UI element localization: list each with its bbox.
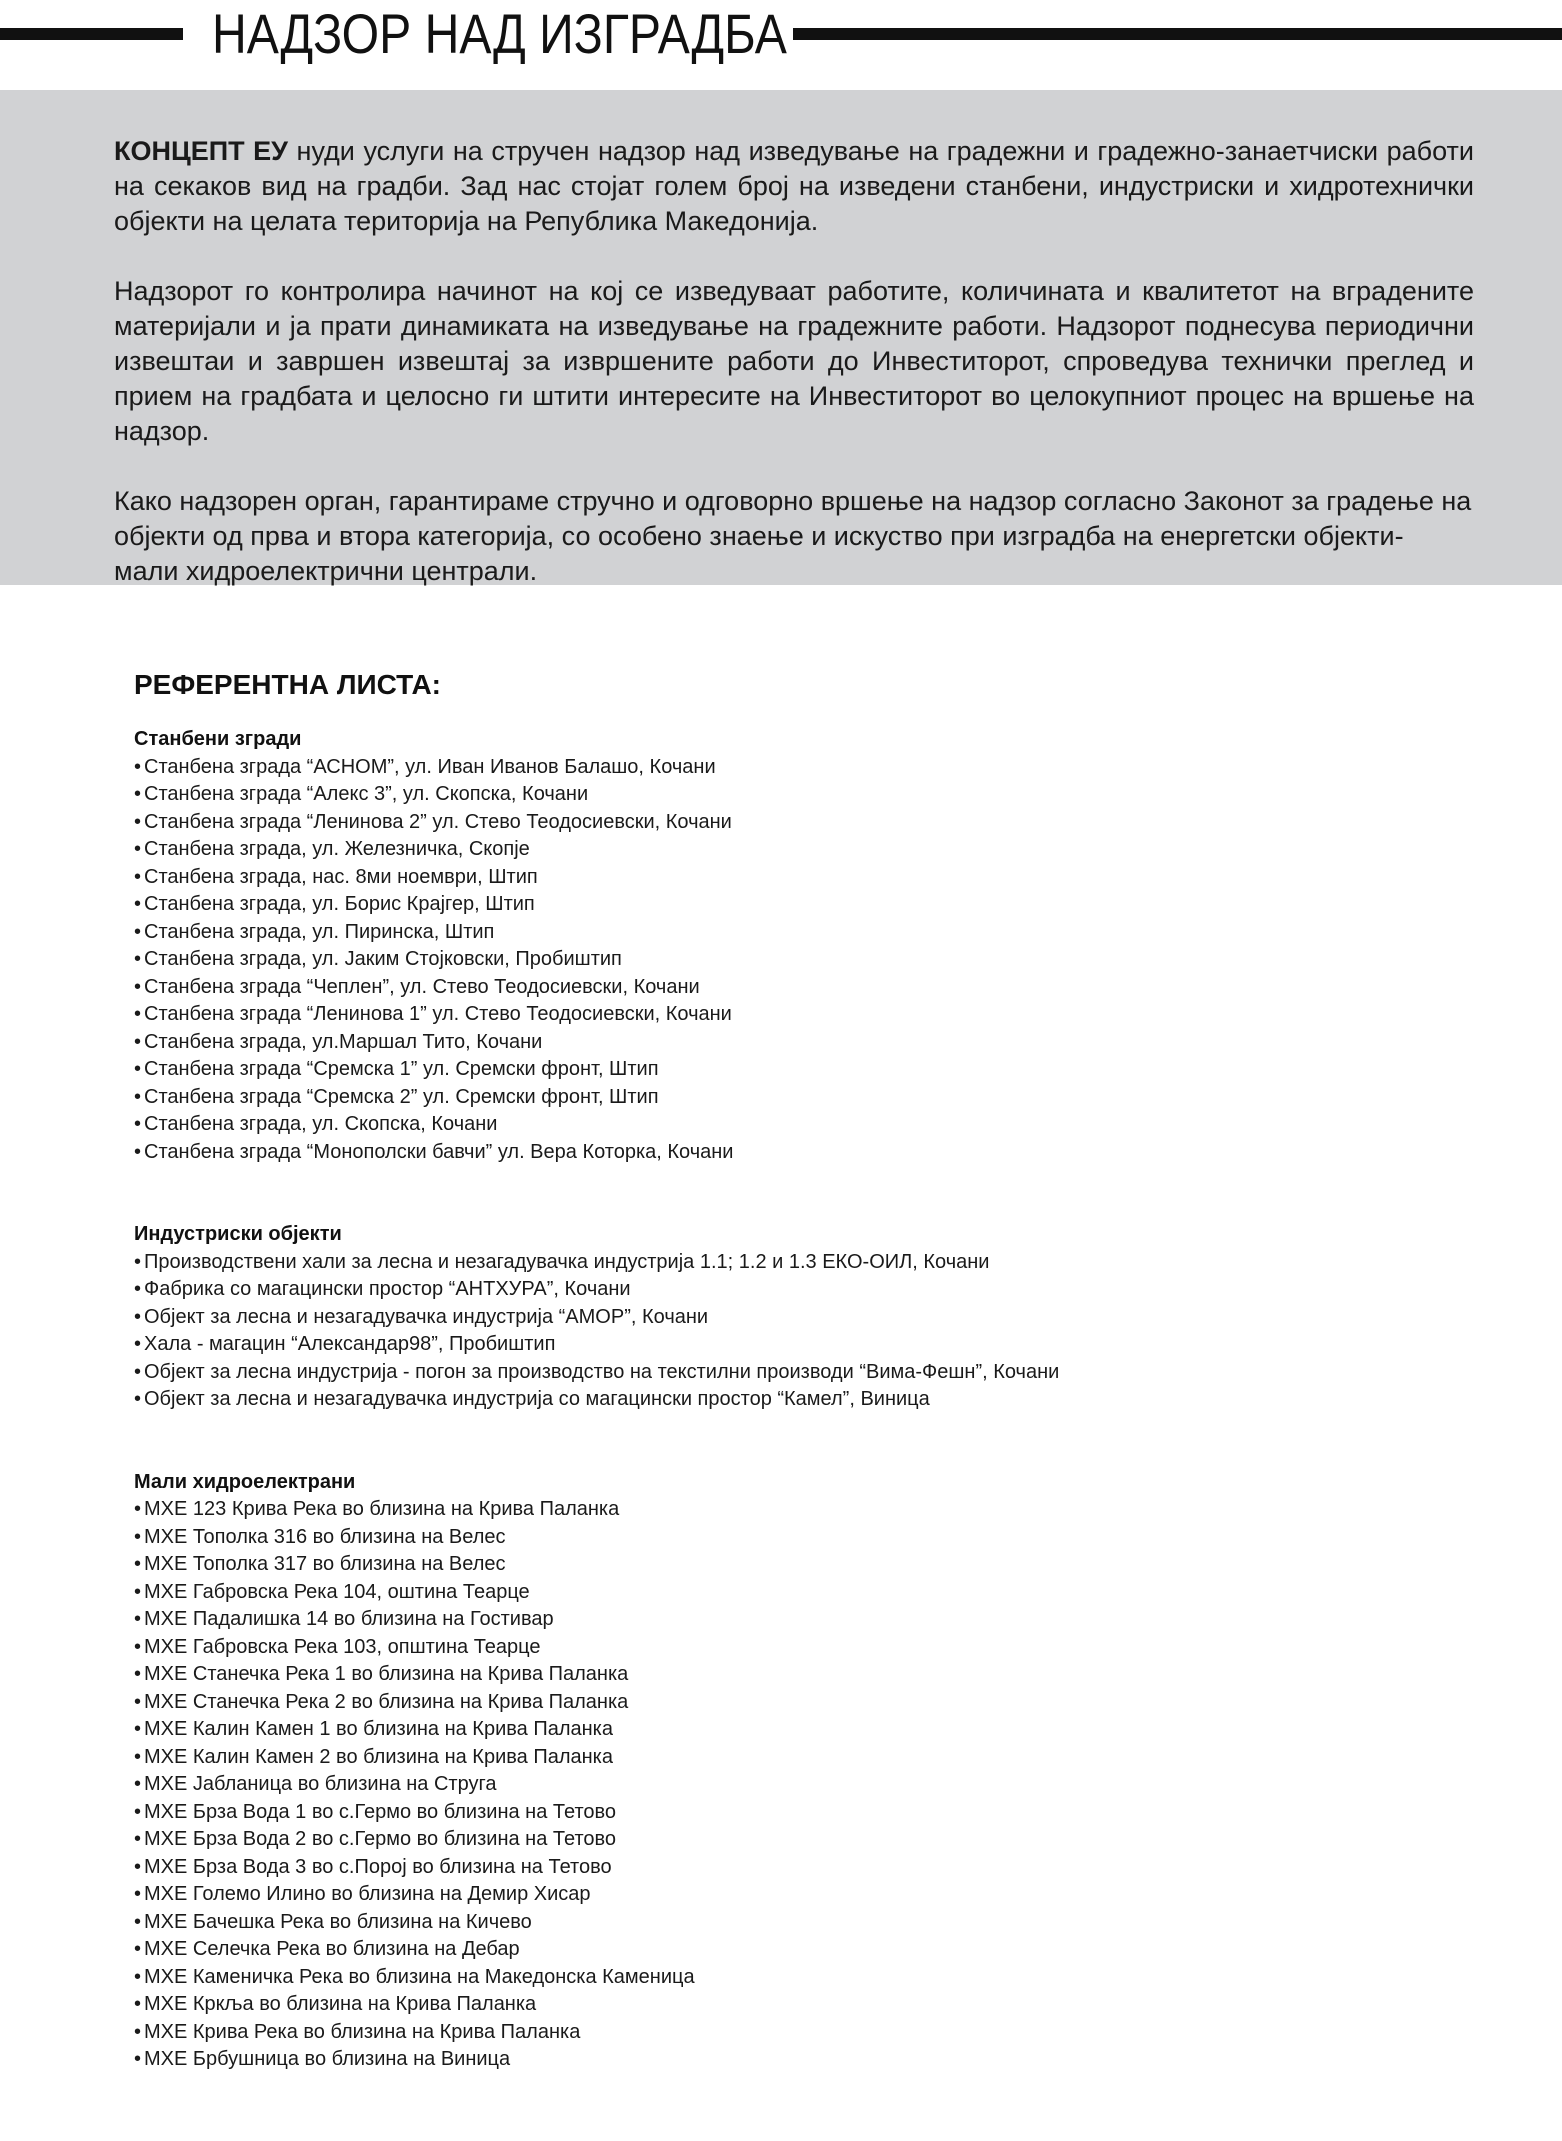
list-item: • МХЕ Тополка 316 во близина на Велес	[134, 1524, 1434, 1552]
category-item-list	[134, 1249, 1434, 1414]
list-item: • Станбена зграда, ул. Железничка, Скопје	[134, 836, 1434, 864]
intro-paragraph-3: Како надзорен орган, гарантираме стручно и одговорно вршење на надзор согласно Законот за градење на објекти од прва и втора категорија, со особено знаење и искуство при изградба на енергетски објекти- мали хидроелектрични централи.	[114, 486, 1472, 586]
list-item: • МХЕ Големо Илино во близина на Демир Хисар	[134, 1881, 1434, 1909]
list-item: • Објект за лесна индустрија - погон за производство на текстилни производи “Вима-Фешн”, Кочани	[134, 1359, 1434, 1387]
reference-category	[134, 1221, 1434, 1414]
reference-category	[134, 1469, 1434, 2074]
list-item: • МХЕ Габровска Река 104, оштина Теарце	[134, 1579, 1434, 1607]
list-item: • МХЕ Падалишка 14 во близина на Гостивар	[134, 1606, 1434, 1634]
list-item: • Станбена зграда “Сремска 1” ул. Сремски фронт, Штип	[134, 1056, 1434, 1084]
list-item: • Фабрика со магацински простор “АНТХУРА”, Кочани	[134, 1276, 1434, 1304]
list-item: • МХЕ Селечка Река во близина на Дебар	[134, 1936, 1434, 1964]
list-item: • МХЕ Брза Вода 2 во с.Гермо во близина на Тетово	[134, 1826, 1434, 1854]
category-title: Индустриски објекти	[134, 1223, 342, 1245]
page-title: НАДЗОР НАД ИЗГРАДБА	[212, 2, 787, 65]
list-item: • МХЕ Станечка Река 2 во близина на Крива Паланка	[134, 1689, 1434, 1717]
list-item: • Станбена зграда “Ленинова 2” ул. Стево Теодосиевски, Кочани	[134, 809, 1434, 837]
list-item: • Хала - магацин “Александар98”, Пробиштип	[134, 1331, 1434, 1359]
list-item: • МХЕ Брза Вода 3 во с.Порој во близина на Тетово	[134, 1854, 1434, 1882]
list-item: • Станбена зграда, ул.Маршал Тито, Кочани	[134, 1029, 1434, 1057]
list-item: • МХЕ Габровска Река 103, општина Теарце	[134, 1634, 1434, 1662]
page-header	[0, 0, 1562, 70]
list-item: • Објект за лесна и незагадувачка индустрија “АМОР”, Кочани	[134, 1304, 1434, 1332]
category-item-list	[134, 754, 1434, 1167]
intro-paragraph-1	[114, 134, 1474, 239]
list-item: • Станбена зграда “Монополски бавчи” ул. Вера Которка, Кочани	[134, 1139, 1434, 1167]
intro-panel	[0, 90, 1562, 585]
list-item: • Објект за лесна и незагадувачка индустрија со магацински простор “Камел”, Виница	[134, 1386, 1434, 1414]
list-item: • МХЕ Калин Камен 2 во близина на Крива Паланка	[134, 1744, 1434, 1772]
reference-list	[134, 668, 1434, 2074]
reference-category	[134, 726, 1434, 1166]
list-item: • Станбена зграда, нас. 8ми ноември, Штип	[134, 864, 1434, 892]
list-item: • МХЕ 123 Крива Река во близина на Крива Паланка	[134, 1496, 1434, 1524]
list-item: • Производствени хали за лесна и незагадувачка индустрија 1.1; 1.2 и 1.3 ЕКО-ОИЛ, Кочани	[134, 1249, 1434, 1277]
category-title: Мали хидроелектрани	[134, 1470, 356, 1493]
company-name: КОНЦЕПТ ЕУ	[114, 136, 288, 166]
reference-list-title: РЕФЕРЕНТНА ЛИСТА:	[134, 669, 442, 700]
list-item: • Станбена зграда, ул. Борис Крајгер, Штип	[134, 891, 1434, 919]
list-item: • Станбена зграда, ул. Јаким Стојковски, Пробиштип	[134, 946, 1434, 974]
list-item: • Станбена зграда “Сремска 2” ул. Сремски фронт, Штип	[134, 1084, 1434, 1112]
list-item: • Станбена зграда “Алекс 3”, ул. Скопска, Кочани	[134, 781, 1434, 809]
intro-paragraph-2: Надзорот го контролира начинот на кој се изведуваат работите, количината и квалитетот на вградените материјали и ја прати динамиката на изведување на градежните работи. Надзорот поднесува периодични извештаи и завршен извештај за извршените работи до Инвеститорот, спроведува технички преглед и прием на градбата и целосно ги штити интересите на Инвеститорот во целокупниот процес на вршење на надзор.	[114, 276, 1474, 446]
intro-paragraph-1-text: нуди услуги на стручен надзор над изведување на градежни и градежно-занаетчиски работи на секаков вид на градби. Зад нас стојат голем број на изведени станбени, индустриски и хидротехнички објекти на целата територија на Република Македонија.	[114, 136, 1474, 236]
category-title: Станбени згради	[134, 728, 302, 750]
list-item: • МХЕ Кркља во близина на Крива Паланка	[134, 1991, 1434, 2019]
list-item: • МХЕ Брбушница во близина на Виница	[134, 2046, 1434, 2074]
list-item: • МХЕ Брза Вода 1 во с.Гермо во близина на Тетово	[134, 1799, 1434, 1827]
reference-categories	[134, 726, 1434, 2074]
list-item: • МХЕ Бачешка Река во близина на Кичево	[134, 1909, 1434, 1937]
intro-text	[114, 134, 1474, 624]
list-item: • Станбена зграда, ул. Пиринска, Штип	[134, 919, 1434, 947]
list-item: • МХЕ Станечка Река 1 во близина на Крива Паланка	[134, 1661, 1434, 1689]
list-item: • МХЕ Јабланица во близина на Струга	[134, 1771, 1434, 1799]
header-rule-left	[0, 28, 183, 40]
list-item: • МХЕ Крива Река во близина на Крива Паланка	[134, 2019, 1434, 2047]
list-item: • МХЕ Каменичка Река во близина на Македонска Каменица	[134, 1964, 1434, 1992]
list-item: • Станбена зграда “АСНОМ”, ул. Иван Иванов Балашо, Кочани	[134, 754, 1434, 782]
list-item: • Станбена зграда “Чеплен”, ул. Стево Теодосиевски, Кочани	[134, 974, 1434, 1002]
category-item-list	[134, 1496, 1434, 2074]
header-rule-right	[793, 28, 1562, 40]
list-item: • Станбена зграда, ул. Скопска, Кочани	[134, 1111, 1434, 1139]
list-item: • МХЕ Калин Камен 1 во близина на Крива Паланка	[134, 1716, 1434, 1744]
list-item: • Станбена зграда “Ленинова 1” ул. Стево Теодосиевски, Кочани	[134, 1001, 1434, 1029]
list-item: • МХЕ Тополка 317 во близина на Велес	[134, 1551, 1434, 1579]
